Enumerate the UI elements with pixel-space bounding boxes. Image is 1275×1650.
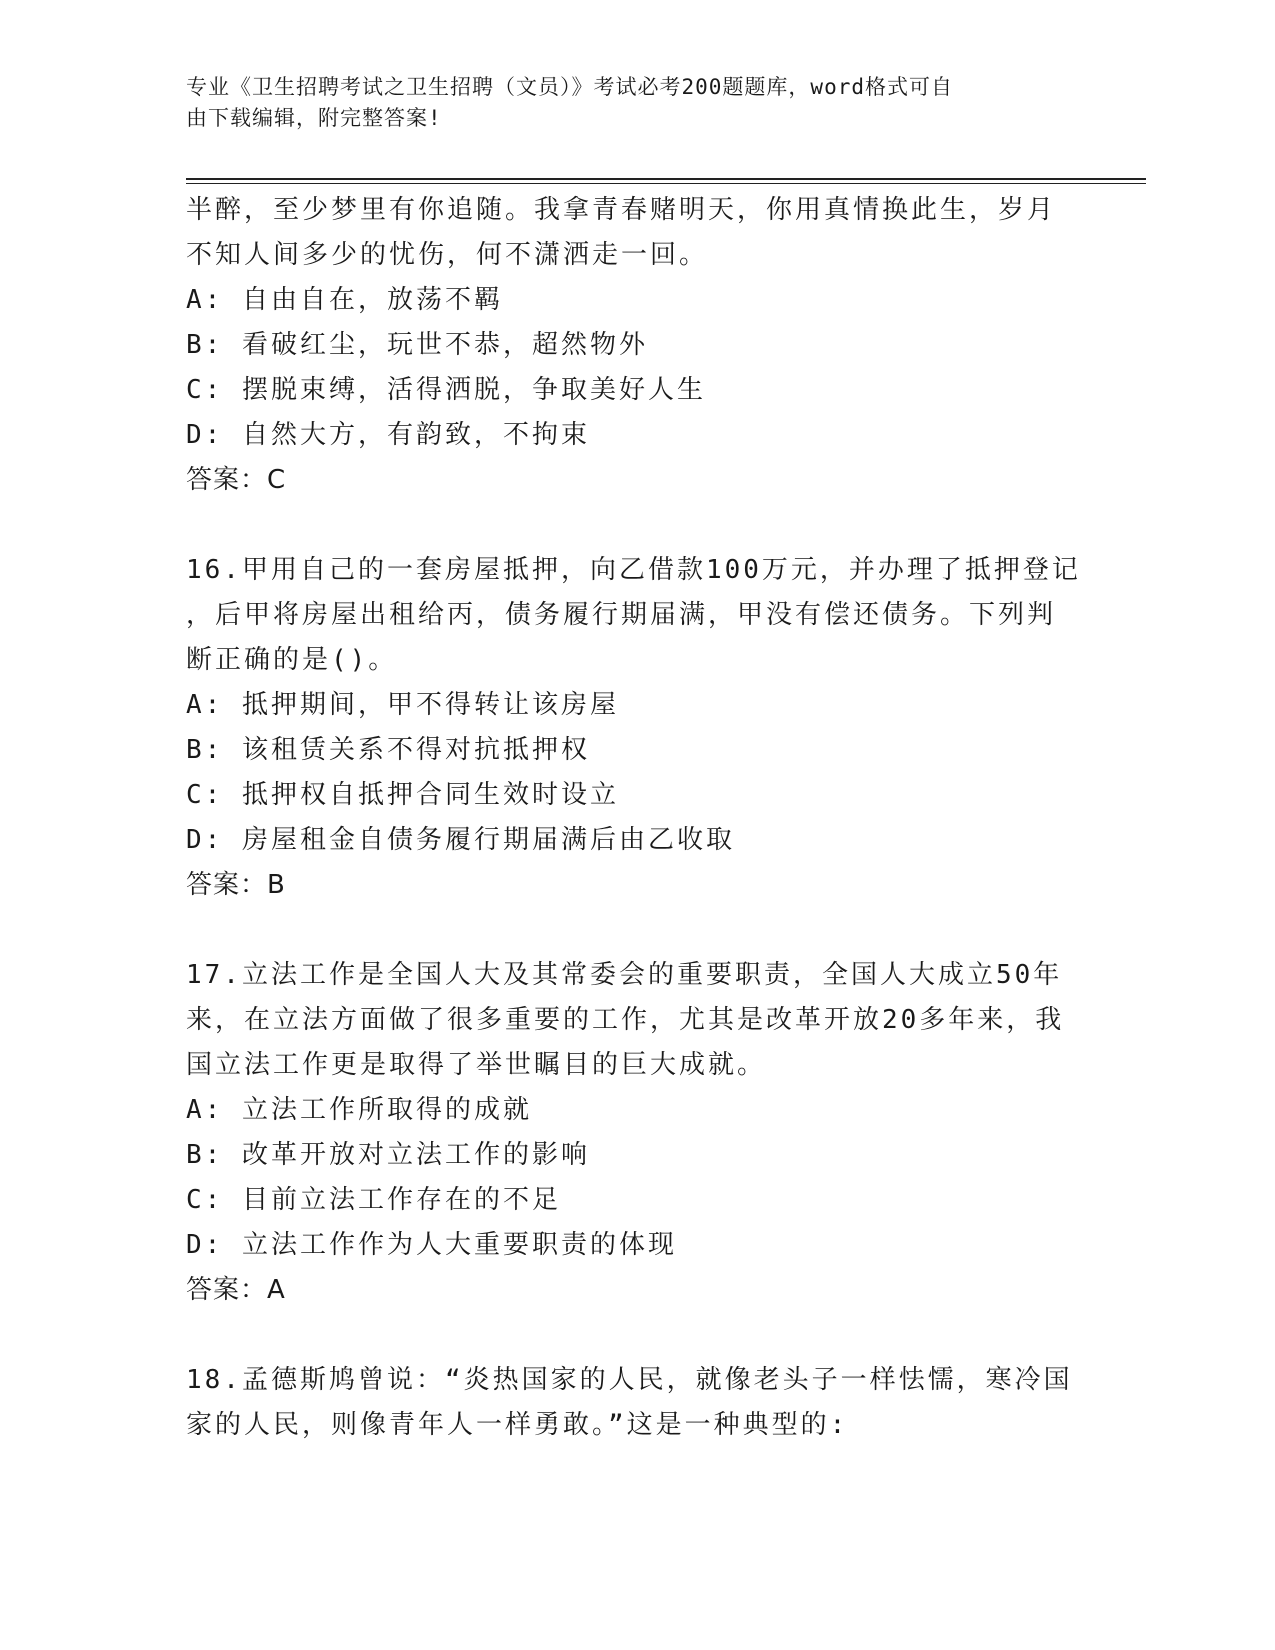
option-b: B: 该租赁关系不得对抗抵押权 bbox=[186, 735, 590, 765]
header-rule-thick bbox=[186, 178, 1146, 180]
header-line-1: 专业《卫生招聘考试之卫生招聘（文员）》考试必考200题题库，word格式可自 bbox=[186, 75, 953, 99]
option-d: D: 自然大方，有韵致，不拘束 bbox=[186, 420, 590, 450]
option-d: D: 立法工作作为人大重要职责的体现 bbox=[186, 1230, 677, 1260]
question-stem-line: ，后甲将房屋出租给丙，债务履行期届满，甲没有偿还债务。下列判 bbox=[186, 600, 1057, 630]
option-d: D: 房屋租金自债务履行期届满后由乙收取 bbox=[186, 825, 735, 855]
option-c: C: 摆脱束缚，活得洒脱，争取美好人生 bbox=[186, 375, 706, 405]
question-stem-line: 不知人间多少的忧伤，何不潇洒走一回。 bbox=[186, 240, 709, 270]
option-a: A: 抵押期间，甲不得转让该房屋 bbox=[186, 690, 619, 720]
header-rule-thin bbox=[186, 183, 1146, 184]
question-stem-line: 国立法工作更是取得了举世瞩目的巨大成就。 bbox=[186, 1050, 767, 1080]
option-c: C: 抵押权自抵押合同生效时设立 bbox=[186, 780, 619, 810]
question-15-continuation bbox=[186, 188, 1076, 503]
answer-line: 答案：C bbox=[186, 465, 287, 495]
question-stem-line: 16.甲用自己的一套房屋抵押，向乙借款100万元，并办理了抵押登记 bbox=[186, 555, 1081, 585]
question-stem-line: 半醉，至少梦里有你追随。我拿青春赌明天，你用真情换此生，岁月 bbox=[186, 195, 1057, 225]
question-stem-line: 17.立法工作是全国人大及其常委会的重要职责，全国人大成立50年 bbox=[186, 960, 1063, 990]
option-a: A: 立法工作所取得的成就 bbox=[186, 1095, 532, 1125]
answer-line: 答案：B bbox=[186, 870, 286, 900]
option-b: B: 改革开放对立法工作的影响 bbox=[186, 1140, 590, 1170]
answer-line: 答案：A bbox=[186, 1275, 286, 1305]
question-17 bbox=[186, 953, 1076, 1313]
question-18 bbox=[186, 1358, 1076, 1448]
question-stem-line: 18.孟德斯鸠曾说：“炎热国家的人民，就像老头子一样怯懦，寒冷国 bbox=[186, 1365, 1073, 1395]
question-stem-line: 家的人民，则像青年人一样勇敢。”这是一种典型的: bbox=[186, 1410, 849, 1440]
document-body bbox=[186, 188, 1081, 1448]
option-c: C: 目前立法工作存在的不足 bbox=[186, 1185, 561, 1215]
question-stem-line: 断正确的是()。 bbox=[186, 645, 398, 675]
option-b: B: 看破红尘，玩世不恭，超然物外 bbox=[186, 330, 648, 360]
option-a: A: 自由自在，放荡不羁 bbox=[186, 285, 503, 315]
page-header bbox=[186, 72, 1066, 134]
question-stem-line: 来，在立法方面做了很多重要的工作，尤其是改革开放20多年来，我 bbox=[186, 1005, 1065, 1035]
question-16 bbox=[186, 548, 1081, 908]
header-line-2: 由下载编辑，附完整答案! bbox=[186, 106, 442, 130]
